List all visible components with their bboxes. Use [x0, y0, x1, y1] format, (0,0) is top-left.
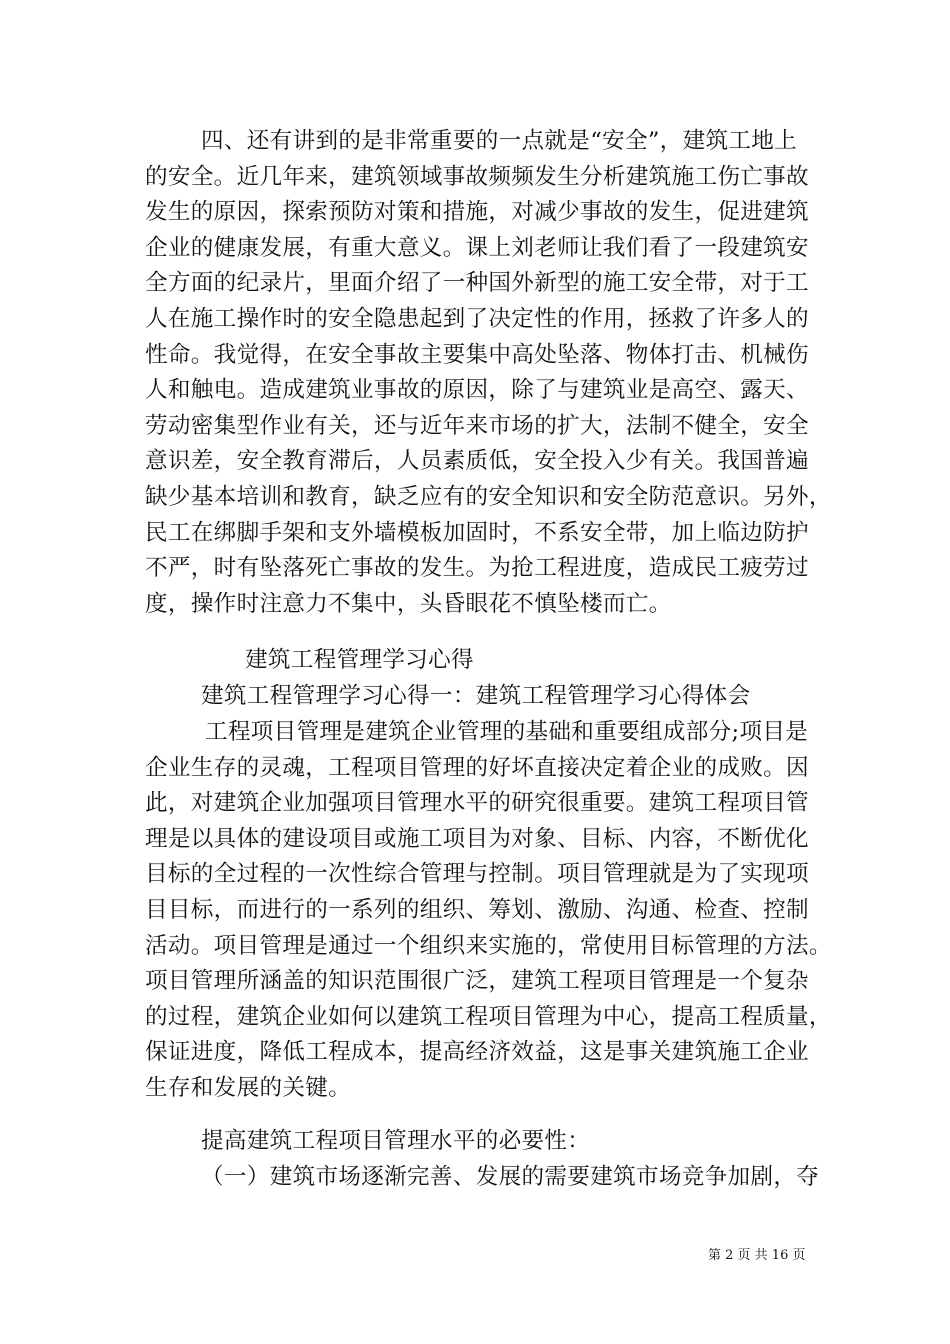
paragraph-line: 缺少基本培训和教育，缺乏应有的安全知识和安全防范意识。另外，: [145, 484, 832, 510]
paragraph-line: 生存和发展的关键。: [145, 1075, 352, 1101]
paragraph-line: 保证进度，降低工程成本，提高经济效益，这是事关建筑施工企业: [145, 1039, 809, 1066]
paragraph-line: 不严，时有坠落死亡事故的发生。为抢工程进度，造成民工疲劳过: [145, 555, 809, 582]
paragraph-line: 此，对建筑企业加强项目管理水平的研究很重要。建筑工程项目管: [145, 790, 809, 817]
paragraph-line: 的过程，建筑企业如何以建筑工程项目管理为中心，提高工程质量，: [145, 1003, 832, 1030]
paragraph-line: 企业生存的灵魂，工程项目管理的好坏直接决定着企业的成败。因: [145, 754, 809, 781]
paragraph-line: 活动。项目管理是通过一个组织来实施的，常使用目标管理的方法。: [145, 932, 832, 959]
paragraph-line: 人和触电。造成建筑业事故的原因，除了与建筑业是高空、露天、: [145, 377, 809, 404]
paragraph-line: 四、还有讲到的是非常重要的一点就是“安全”，建筑工地上: [201, 128, 798, 154]
paragraph-line: 度，操作时注意力不集中，头昏眼花不慎坠楼而亡。: [145, 590, 672, 617]
paragraph-line: 工程项目管理是建筑企业管理的基础和重要组成部分;项目是: [205, 719, 809, 745]
paragraph-line: 民工在绑脚手架和支外墙模板加固时，不系安全带，加上临边防护: [145, 519, 809, 546]
paragraph-line: 意识差，安全教育滞后，人员素质低，安全投入少有关。我国普遍: [145, 448, 809, 475]
paragraph-line: 性命。我觉得，在安全事故主要集中高处坠落、物体打击、机械伤: [145, 341, 809, 368]
paragraph-line: 理是以具体的建设项目或施工项目为对象、目标、内容，不断优化: [145, 825, 809, 852]
list-item: （一）建筑市场逐渐完善、发展的需要建筑市场竞争加剧，夺: [201, 1164, 820, 1190]
paragraph-line: 项目管理所涵盖的知识范围很广泛，建筑工程项目管理是一个复杂: [145, 968, 809, 995]
paragraph-line: 企业的健康发展，有重大意义。课上刘老师让我们看了一段建筑安: [145, 234, 809, 261]
page-number-footer: 第 2 页 共 16 页: [708, 1248, 806, 1263]
paragraph-line: 的安全。近几年来，建筑领域事故频频发生分析建筑施工伤亡事故: [145, 163, 809, 190]
paragraph-line: 全方面的纪录片，里面介绍了一种国外新型的施工安全带，对于工: [145, 270, 809, 297]
paragraph-line: 目标的全过程的一次性综合管理与控制。项目管理就是为了实现项: [145, 861, 809, 888]
paragraph-line: 劳动密集型作业有关，还与近年来市场的扩大，法制不健全，安全: [145, 412, 809, 439]
paragraph-line: 目目标，而进行的一系列的组织、筹划、激励、沟通、检查、控制: [145, 897, 809, 923]
paragraph-line: 人在施工操作时的安全隐患起到了决定性的作用，拯救了许多人的: [145, 306, 809, 332]
section-subtitle: 建筑工程管理学习心得一：建筑工程管理学习心得体会: [201, 683, 751, 709]
paragraph-line: 发生的原因，探索预防对策和措施，对减少事故的发生，促进建筑: [145, 199, 809, 226]
section-title: 建筑工程管理学习心得: [245, 647, 474, 673]
list-heading: 提高建筑工程项目管理水平的必要性：: [201, 1128, 591, 1154]
